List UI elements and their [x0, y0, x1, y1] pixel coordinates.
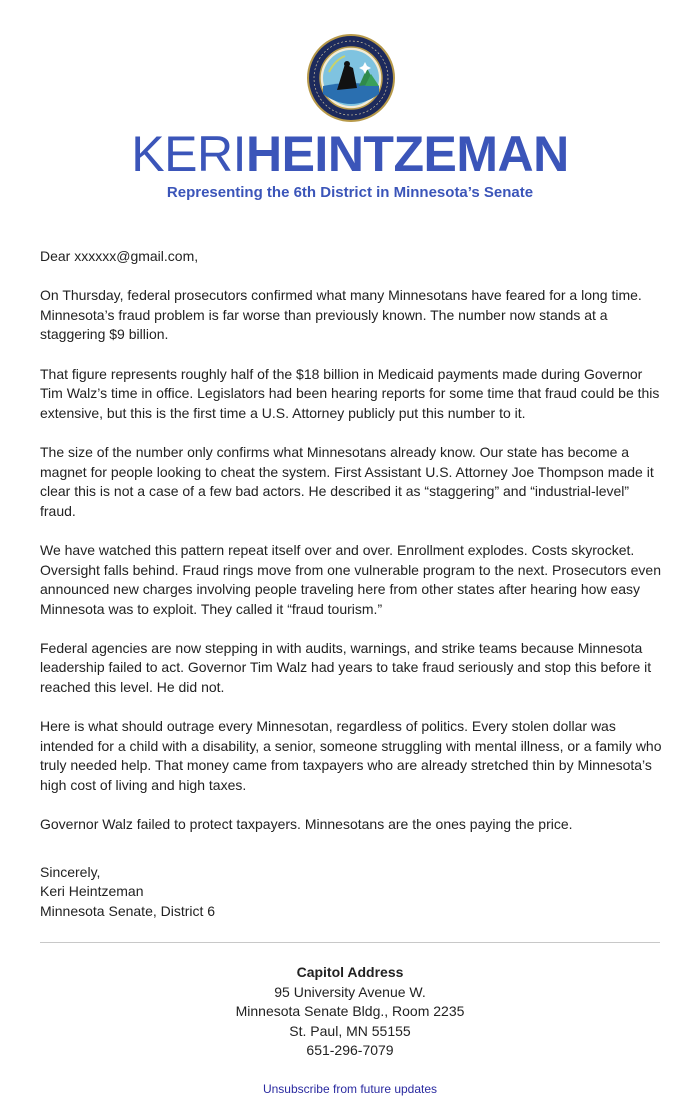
letter-body [40, 247, 665, 922]
senator-name-logo [0, 124, 700, 184]
paragraph: Here is what should outrage every Minnesotan, regardless of politics. Every stolen dollar was intended for a child with a disability, a senior, someone struggling with mental illness, or a family who truly needed help. That money came from taxpayers who are already stretched thin by Minnesota’s high cost of living and high taxes. [40, 718, 662, 794]
paragraph: Federal agencies are now stepping in with audits, warnings, and strike teams because Minnesota leadership failed to act. Governor Tim Walz had years to take fraud seriously and stop this before it reached this level. He did not. [40, 639, 652, 696]
footer [0, 963, 700, 1100]
address-line: 95 University Avenue W. [274, 983, 426, 1000]
paragraph: That figure represents roughly half of the $18 billion in Medicaid payments made during Governor Tim Walz’s time in office. Legislators had been hearing reports for some time that fraud could be this extensive, but this is the first time a U.S. Attorney publicly put this number to it. [40, 365, 660, 421]
phone-number: 651-296-7079 [306, 1042, 394, 1059]
address-line: Minnesota Senate Bldg., Room 2235 [235, 1003, 465, 1020]
paragraph: Governor Walz failed to protect taxpayers. Minnesotans are the ones paying the price. [40, 816, 573, 833]
paragraph: We have watched this pattern repeat itself over and over. Enrollment explodes. Costs skyrocket. Oversight falls behind. Fraud rings move from one vulnerable program to the next. Prosecutors even announced new charges involving people traveling here from other states after hearing how easy Minnesota was to exploit. They called it “fraud tourism.” [40, 541, 661, 617]
logo-first-name: KERI [131, 126, 246, 182]
unsubscribe-link[interactable]: Unsubscribe from future updates [262, 1081, 438, 1096]
tagline: Representing the 6th District in Minnesota’s Senate [166, 184, 534, 201]
signature-block [40, 863, 665, 922]
address-heading: Capitol Address [296, 964, 404, 980]
greeting: Dear xxxxxx@gmail.com, [40, 248, 199, 264]
paragraph: On Thursday, federal prosecutors confirmed what many Minnesotans have feared for a long time. Minnesota’s fraud problem is far worse than previously known. The number now stands at a staggering $9 billion. [40, 287, 642, 343]
address-line: St. Paul, MN 55155 [289, 1022, 411, 1039]
logo-last-name: HEINTZEMAN [245, 126, 569, 182]
closing: Sincerely, [40, 863, 101, 880]
signer-name: Keri Heintzeman [40, 883, 144, 900]
minnesota-state-seal-logo [307, 34, 395, 122]
divider [40, 942, 660, 943]
paragraph: The size of the number only confirms what Minnesotans already know. Our state has become a magnet for people looking to cheat the system. First Assistant U.S. Attorney Joe Thompson made it clear this is not a case of a few bad actors. He described it as “staggering” and “industrial-level” fraud. [40, 443, 654, 519]
signer-title: Minnesota Senate, District 6 [40, 903, 216, 919]
